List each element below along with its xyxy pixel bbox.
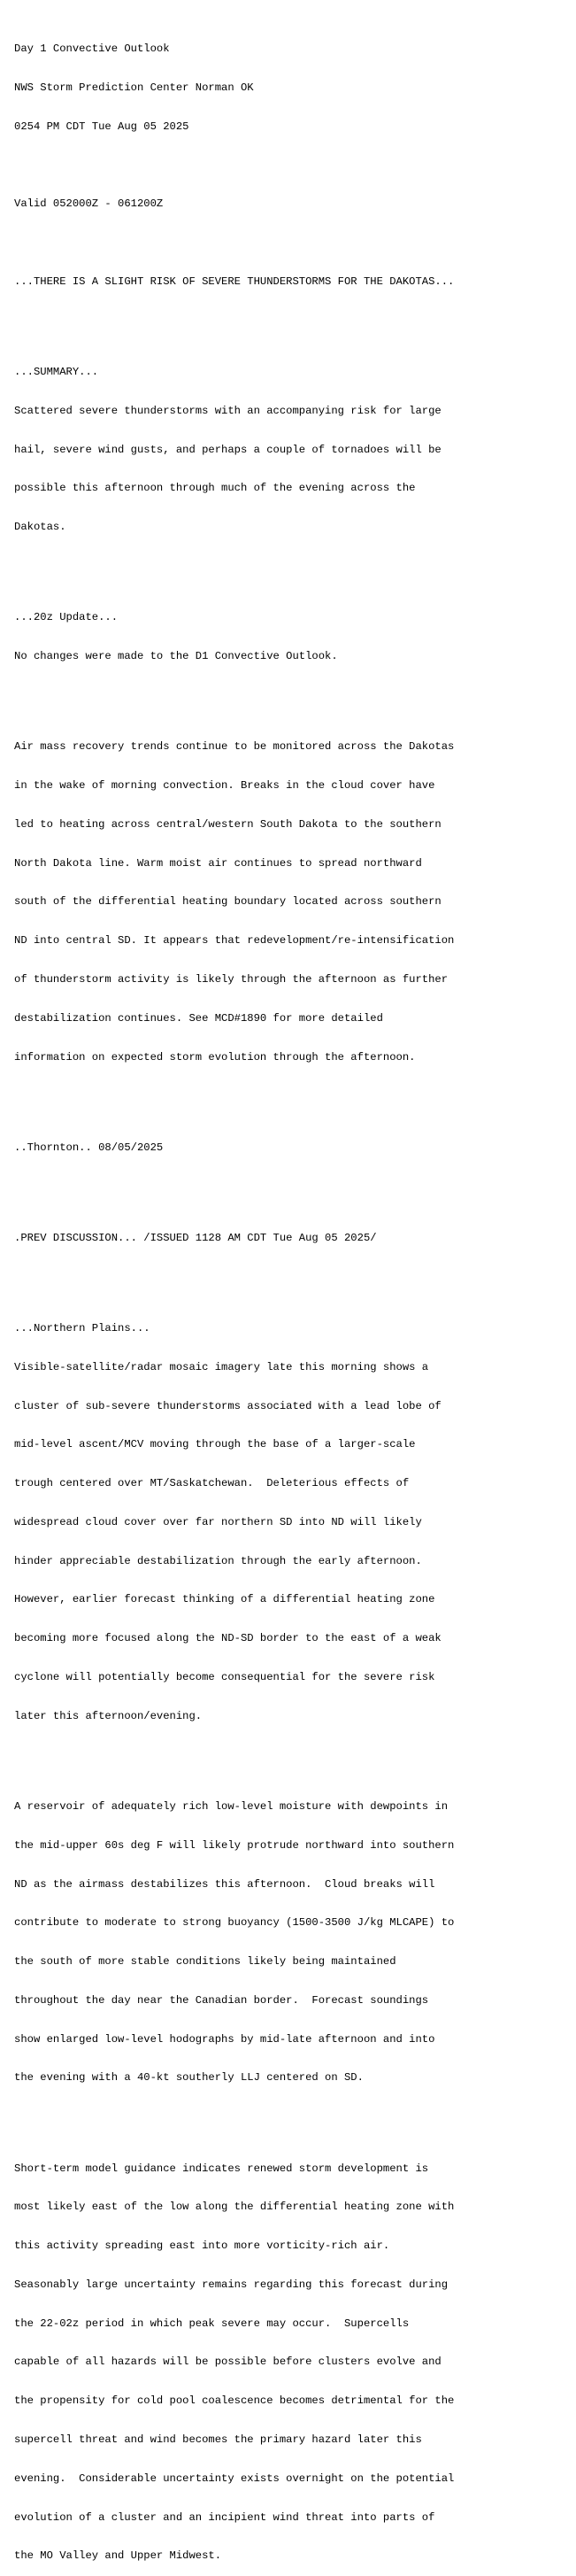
discussion-line: later this afternoon/evening. [14,1709,203,1722]
prev-discussion-heading: .PREV DISCUSSION... /ISSUED 1128 AM CDT Tue Aug 05 2025/ [14,1231,377,1244]
valid-period: Valid 052000Z - 061200Z [14,197,164,211]
discussion-line: A reservoir of adequately rich low-level moisture with dewpoints in [14,1799,449,1813]
spacer [14,689,572,702]
spacer [14,1089,572,1102]
discussion-line: contribute to moderate to strong buoyancy (1500-3500 J/kg MLCAPE) to [14,1916,455,1930]
discussion-line: evening. Considerable uncertainty exists overnight on the potential [14,2472,455,2485]
discussion-line: hinder appreciable destabilization through the early afternoon. [14,1554,422,1567]
forecaster-signature: ..Thornton.. 08/05/2025 [14,1141,164,1154]
discussion-line: mid-level ascent/MCV moving through the base of a larger-scale [14,1438,416,1451]
discussion-line: trough centered over MT/Saskatchewan. Deleterious effects of [14,1477,410,1490]
update-discussion-line: of thunderstorm activity is likely through the afternoon as further [14,972,449,986]
summary-line: hail, severe wind gusts, and perhaps a couple of tornadoes will be [14,443,442,456]
summary-line: possible this afternoon through much of the evening across the [14,482,416,495]
update-discussion-line: destabilization continues. See MCD#1890 for more detailed [14,1011,383,1025]
spacer [14,1749,572,1762]
update-discussion-line: information on expected storm evolution through the afternoon. [14,1050,416,1064]
discussion-line: evolution of a cluster and an incipient wind threat into parts of [14,2510,435,2524]
discussion-line: Seasonably large uncertainty remains regarding this forecast during [14,2278,449,2291]
spacer [14,1180,572,1193]
discussion-line: the 22-02z period in which peak severe may occur. Supercells [14,2317,410,2330]
issuing-office: NWS Storm Prediction Center Norman OK [14,81,254,94]
update-discussion-line: south of the differential heating boundary located across southern [14,895,442,909]
discussion-line: Short-term model guidance indicates renewed storm development is [14,2162,429,2175]
update-line: No changes were made to the D1 Convective Outlook. [14,650,338,663]
spacer [14,2110,572,2123]
discussion-line: capable of all hazards will be possible before clusters evolve and [14,2356,442,2369]
update-discussion-line: ND into central SD. It appears that redevelopment/re-intensification [14,934,455,948]
risk-headline: ...THERE IS A SLIGHT RISK OF SEVERE THUNDERSTORMS FOR THE DAKOTAS... [14,275,455,288]
issue-time: 0254 PM CDT Tue Aug 05 2025 [14,120,189,133]
discussion-line: show enlarged low-level hodographs by mid-late afternoon and into [14,2032,435,2046]
summary-line: Dakotas. [14,521,66,534]
spacer [14,314,572,328]
discussion-line: the evening with a 40-kt southerly LLJ centered on SD. [14,2071,364,2085]
update-discussion-line: led to heating across central/western South Dakota to the southern [14,817,442,831]
outlook-document [14,17,572,2576]
discussion-line: throughout the day near the Canadian border. Forecast soundings [14,1993,429,2007]
discussion-line: this activity spreading east into more vorticity-rich air. [14,2239,390,2253]
spacer [14,236,572,250]
update-discussion-line: Air mass recovery trends continue to be monitored across the Dakotas [14,740,455,754]
discussion-line: cluster of sub-severe thunderstorms associated with a lead lobe of [14,1399,442,1412]
discussion-line: the mid-upper 60s deg F will likely protrude northward into southern [14,1838,455,1852]
product-title: Day 1 Convective Outlook [14,43,170,56]
spacer [14,1271,572,1284]
spacer [14,560,572,573]
summary-heading: ...SUMMARY... [14,366,99,379]
update-discussion-line: in the wake of morning convection. Breaks in the cloud cover have [14,779,435,793]
discussion-line: supercell threat and wind becomes the primary hazard later this [14,2433,422,2447]
summary-line: Scattered severe thunderstorms with an accompanying risk for large [14,404,442,417]
spacer [14,159,572,173]
discussion-line: the MO Valley and Upper Midwest. [14,2549,222,2563]
discussion-line: the propensity for cold pool coalescence becomes detrimental for the [14,2394,455,2408]
northern-plains-heading: ...Northern Plains... [14,1321,150,1334]
update-heading: ...20z Update... [14,611,119,624]
discussion-line: the south of more stable conditions likely being maintained [14,1955,396,1969]
discussion-line: cyclone will potentially become consequential for the severe risk [14,1671,435,1683]
discussion-line: widespread cloud cover over far northern SD into ND will likely [14,1515,422,1528]
discussion-line: becoming more focused along the ND-SD border to the east of a weak [14,1632,442,1645]
discussion-line: Visible-satellite/radar mosaic imagery late this morning shows a [14,1360,429,1373]
discussion-line: most likely east of the low along the differential heating zone with [14,2201,455,2214]
discussion-line: However, earlier forecast thinking of a differential heating zone [14,1593,435,1606]
update-discussion-line: North Dakota line. Warm moist air continues to spread northward [14,856,422,870]
discussion-line: ND as the airmass destabilizes this afternoon. Cloud breaks will [14,1877,435,1891]
